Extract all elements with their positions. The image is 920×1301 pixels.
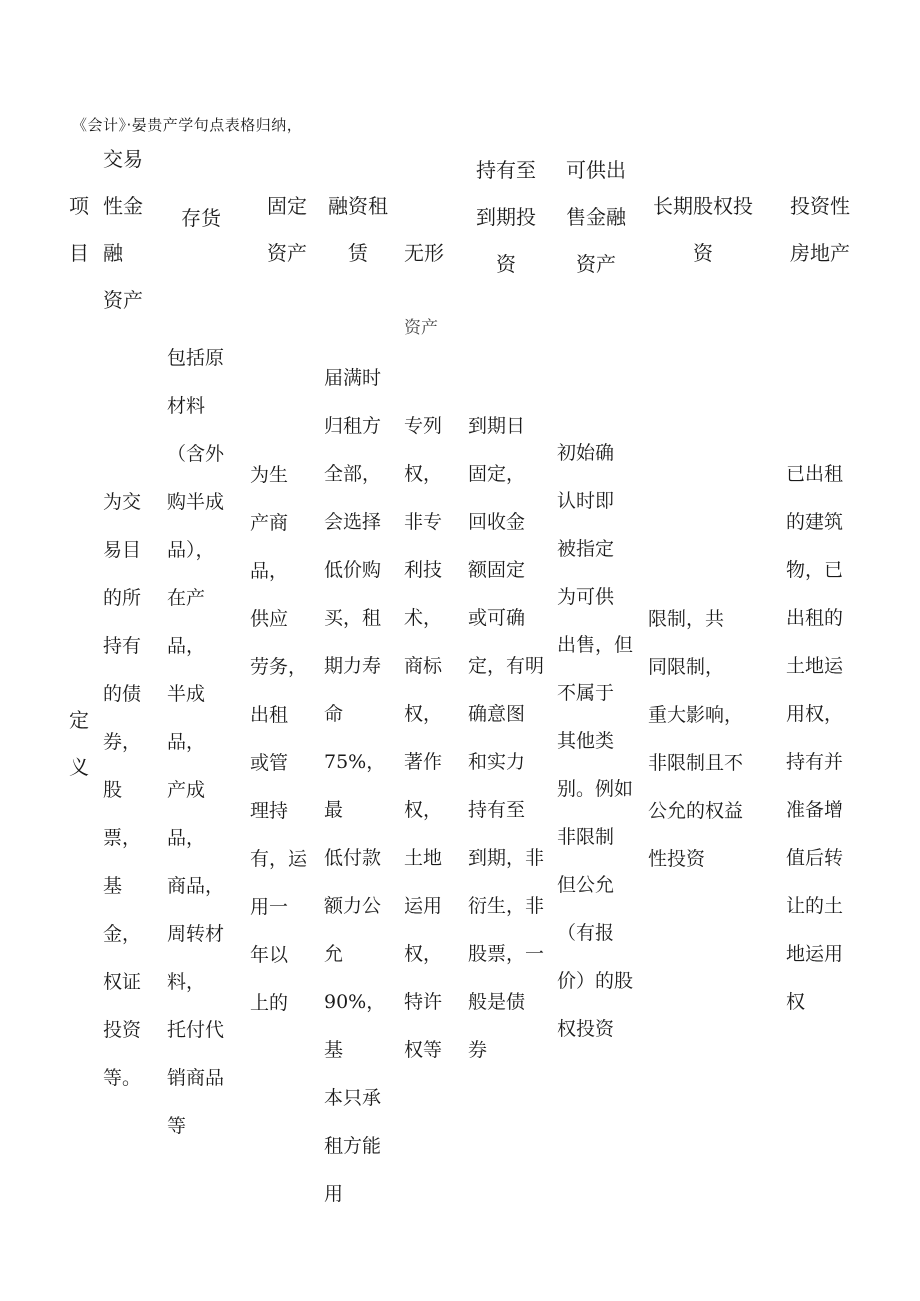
header-long-term-equity: 长期股权投 资 <box>653 194 753 265</box>
cell-afs-definition: 初始确 认时即 被指定 为可供 出售，但 不属于 其他类 别。例如 非限制 但公允 （有报 价）的股 权投资 <box>557 442 634 1040</box>
header-investment-property: 投资性 房地产 <box>790 194 850 265</box>
cell-trading-definition: 为交 易目 的所 持有 的债 券， 股 票， 基 金， 权证 投资 等。 <box>103 491 142 1089</box>
header-inventory: 存货 <box>181 206 221 230</box>
cell-inventory-definition: 包括原 材料 （含外 购半成 品）， 在产 品， 半成 品， 产成 品， 商品， 周转材 料， 托付代 销商品 等 <box>167 347 225 1137</box>
header-finance-lease: 融资租 赁 <box>328 194 388 265</box>
header-intangible-line2: 资产 <box>404 318 438 338</box>
header-fixed-assets: 固定 资产 <box>267 194 307 265</box>
header-available-for-sale: 可供出 售金融 资产 <box>566 158 626 276</box>
cell-fixed-assets-definition: 为生 产商 品， 供应 劳务， 出租 或管 理持 有，运 用一 年以 上的 <box>250 464 308 1014</box>
cell-finance-lease-definition: 届满时 归租方 全部， 会选择 低价购 买，租 期力寿 命 75%，最 低付款 额力公 允 90%，基 本只承 租方能 用 <box>324 367 386 1205</box>
header-trading-financial-assets: 交易 性金 融 资产 <box>103 147 143 312</box>
row-label-definition: 定 义 <box>69 708 89 779</box>
header-item: 项 目 <box>69 194 89 265</box>
cell-htm-definition: 到期日 固定， 回收金 额固定 或可确 定，有明 确意图 和实力 持有至 到期，非 衍生，非 股票，一 般是债 券 <box>468 415 545 1061</box>
document-title: 《会计》·晏贵产学句点表格归纳， <box>72 116 303 134</box>
cell-lt-equity-definition: 限制，共 同限制， 重大影响， 非限制且不 公允的权益 性投资 <box>648 608 744 870</box>
cell-intangible-definition: 专列 权， 非专 利技 术， 商标 权， 著作 权， 土地 运用 权， 特许 权等 <box>404 415 443 1061</box>
cell-investment-property-definition: 已出租 的建筑 物，已 出租的 土地运 用权， 持有并 准备增 值后转 让的土 地运用 权 <box>786 463 844 1013</box>
header-held-to-maturity: 持有至 到期投 资 <box>476 158 536 276</box>
header-intangible-line1: 无形 <box>404 241 444 265</box>
header-intangible-assets <box>404 183 464 385</box>
